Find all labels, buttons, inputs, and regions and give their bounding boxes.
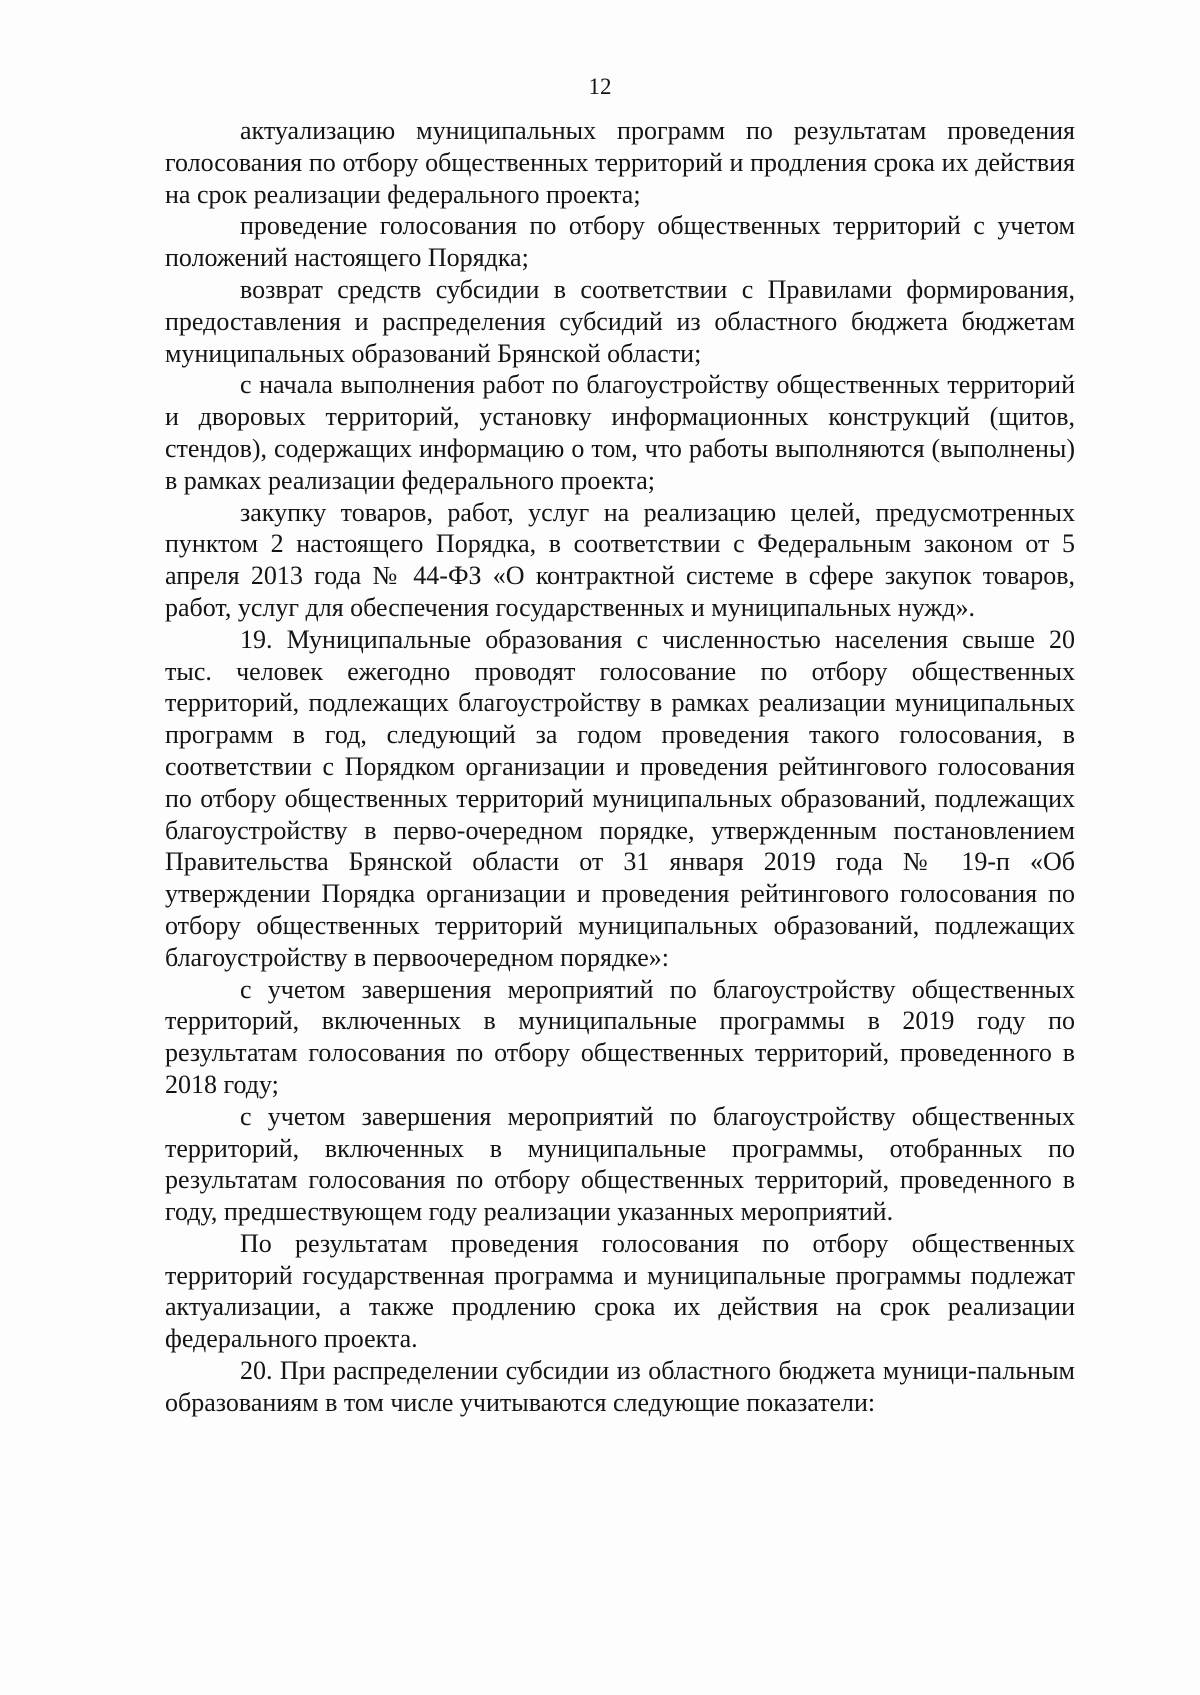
paragraph-clause-19: 19. Муниципальные образования с численностью населения свыше 20 тыс. человек ежегодно проводят голосование по отбору общественных территорий, подлежащих благоустройству в рамках реализации муниципальных программ в год, следующий за годом проведения такого голосования, в соответствии с Порядком организации и проведения рейтингового голосования по отбору общественных территорий муниципальных образований, подлежащих благоустройству в перво-очередном порядке, утвержденным постановлением Правительства Брянской области от 31 января 2019 года № 19-п «Об утверждении Порядка организации и проведения рейтингового голосования по отбору общественных территорий муниципальных образований, подлежащих благоустройству в первоочередном порядке»:	[165, 624, 1075, 972]
paragraph: с учетом завершения мероприятий по благоустройству общественных территорий, включенных в муниципальные программы, отобранных по результатам голосования по отбору общественных территорий, проведенного в году, предшествующем году реализации указанных мероприятий.	[165, 1101, 1075, 1227]
paragraph: По результатам проведения голосования по отбору общественных территорий государственная программа и муниципальные программы подлежат актуализации, а также продлению срока их действия на срок реализации федерального проекта.	[165, 1228, 1075, 1354]
paragraph: актуализацию муниципальных программ по результатам проведения голосования по отбору общественных территорий и продления срока их действия на срок реализации федерального проекта;	[165, 116, 1075, 209]
paragraph: с учетом завершения мероприятий по благоустройству общественных территорий, включенных в муниципальные программы в 2019 году по результатам голосования по отбору общественных территорий, проведенного в 2018 году;	[165, 974, 1075, 1099]
paragraph-clause-20: 20. При распределении субсидии из областного бюджета муници-пальным образованиям в том числе учитываются следующие показатели:	[165, 1356, 1075, 1417]
paragraph: с начала выполнения работ по благоустройству общественных территорий и дворовых территорий, установку информационных конструкций (щитов, стендов), содержащих информацию о том, что работы выполняются (выполнены) в рамках реализации федерального проекта;	[165, 370, 1075, 495]
paragraph: проведение голосования по отбору общественных территорий с учетом положений настоящего Порядка;	[165, 211, 1075, 273]
paragraph: закупку товаров, работ, услуг на реализацию целей, предусмотренных пунктом 2 настоящего Порядка, в соответствии с Федеральным законом от 5 апреля 2013 года № 44-ФЗ «О контрактной системе в сфере закупок товаров, работ, услуг для обеспечения государственных и муниципальных нужд».	[165, 497, 1075, 622]
document-body	[165, 115, 1075, 1419]
page-number: 12	[588, 74, 612, 99]
paragraph: возврат средств субсидии в соответствии с Правилами формирования, предоставления и распределения субсидий из областного бюджета бюджетам муниципальных образований Брянской области;	[165, 274, 1075, 368]
